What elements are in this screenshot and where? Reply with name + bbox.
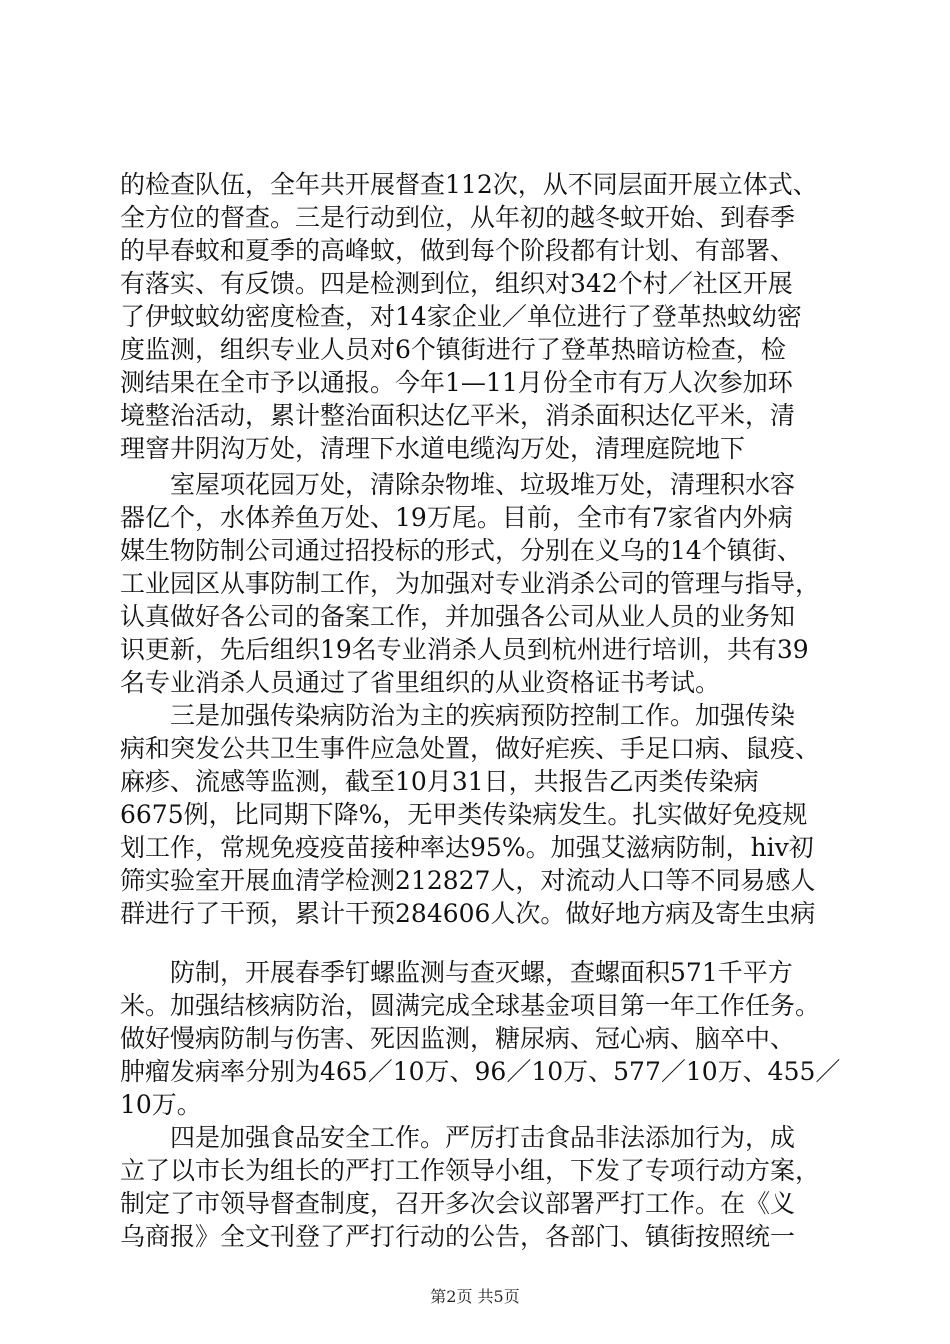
text-line: 认真做好各公司的备案工作，并加强各公司从业人员的业务知: [120, 602, 796, 631]
text-line: 麻疹、流感等监测，截至10月31日，共报告乙丙类传染病: [120, 767, 759, 796]
text-line: 防制，开展春季钉螺监测与查灭螺，查螺面积571千平方: [120, 958, 793, 987]
text-line: 四是加强食品安全工作。严厉打击食品非法添加行为，成: [120, 1123, 796, 1152]
text-line: 划工作，常规免疫疫苗接种率达95%。加强艾滋病防制，hiv初: [120, 833, 814, 862]
text-line: 识更新，先后组织19名专业消杀人员到杭州进行培训，共有39: [120, 635, 809, 664]
text-line: 立了以市长为组长的严打工作领导小组，下发了专项行动方案，: [120, 1156, 821, 1185]
text-line: 工业园区从事防制工作，为加强对专业消杀公司的管理与指导，: [120, 569, 821, 598]
text-line: 群进行了干预，累计干预284606人次。做好地方病及寄生虫病: [120, 899, 816, 928]
page-footer: 第2页 共5页: [430, 1287, 520, 1306]
text-line: 6675例，比同期下降%，无甲类传染病发生。扎实做好免疫规: [120, 800, 808, 829]
text-line: 的早春蚊和夏季的高峰蚊，做到每个阶段都有计划、有部署、: [120, 236, 796, 265]
text-line: 10万。: [120, 1090, 202, 1119]
text-line: 病和突发公共卫生事件应急处置，做好疟疾、手足口病、鼠疫、: [120, 734, 821, 763]
text-line: 三是加强传染病防治为主的疾病预防控制工作。加强传染: [120, 701, 796, 730]
text-line: 做好慢病防制与伤害、死因监测，糖尿病、冠心病、脑卒中、: [120, 1024, 796, 1053]
text-line: 米。加强结核病防治，圆满完成全球基金项目第一年工作任务。: [120, 991, 821, 1020]
text-line: 名专业消杀人员通过了省里组织的从业资格证书考试。: [120, 668, 721, 697]
text-line: 乌商报》全文刊登了严打行动的公告，各部门、镇街按照统一: [120, 1222, 796, 1251]
text-line: 理窨井阴沟万处，清理下水道电缆沟万处，清理庭院地下: [120, 434, 746, 463]
text-line: 有落实、有反馈。四是检测到位，组织对342个村／社区开展: [120, 269, 793, 298]
text-line: 筛实验室开展血清学检测212827人，对流动人口等不同易感人: [120, 866, 816, 895]
text-line: 全方位的督查。三是行动到位，从年初的越冬蚊开始、到春季: [120, 203, 796, 232]
text-line: 境整治活动，累计整治面积达亿平米，消杀面积达亿平米，清: [120, 401, 796, 430]
text-line: 测结果在全市予以通报。今年1—11月份全市有万人次参加环: [120, 368, 793, 397]
text-line: 了伊蚊蚊幼密度检查，对14家企业／单位进行了登革热蚊幼密: [120, 302, 802, 331]
text-line: 制定了市领导督查制度，召开多次会议部署严打工作。在《义: [120, 1189, 796, 1218]
text-line: 器亿个，水体养鱼万处、19万尾。目前，全市有7家省内外病: [120, 503, 793, 532]
text-line: 的检查队伍，全年共开展督查112次，从不同层面开展立体式、: [120, 170, 818, 199]
text-line: 媒生物防制公司通过招投标的形式，分别在义乌的14个镇街、: [120, 536, 802, 565]
text-line: 肿瘤发病率分别为465／10万、96／10万、577／10万、455／: [120, 1057, 841, 1086]
text-line: 度监测，组织专业人员对6个镇街进行了登革热暗访检查，检: [120, 335, 786, 364]
text-line: 室屋项花园万处，清除杂物堆、垃圾堆万处，清理积水容: [120, 470, 796, 499]
